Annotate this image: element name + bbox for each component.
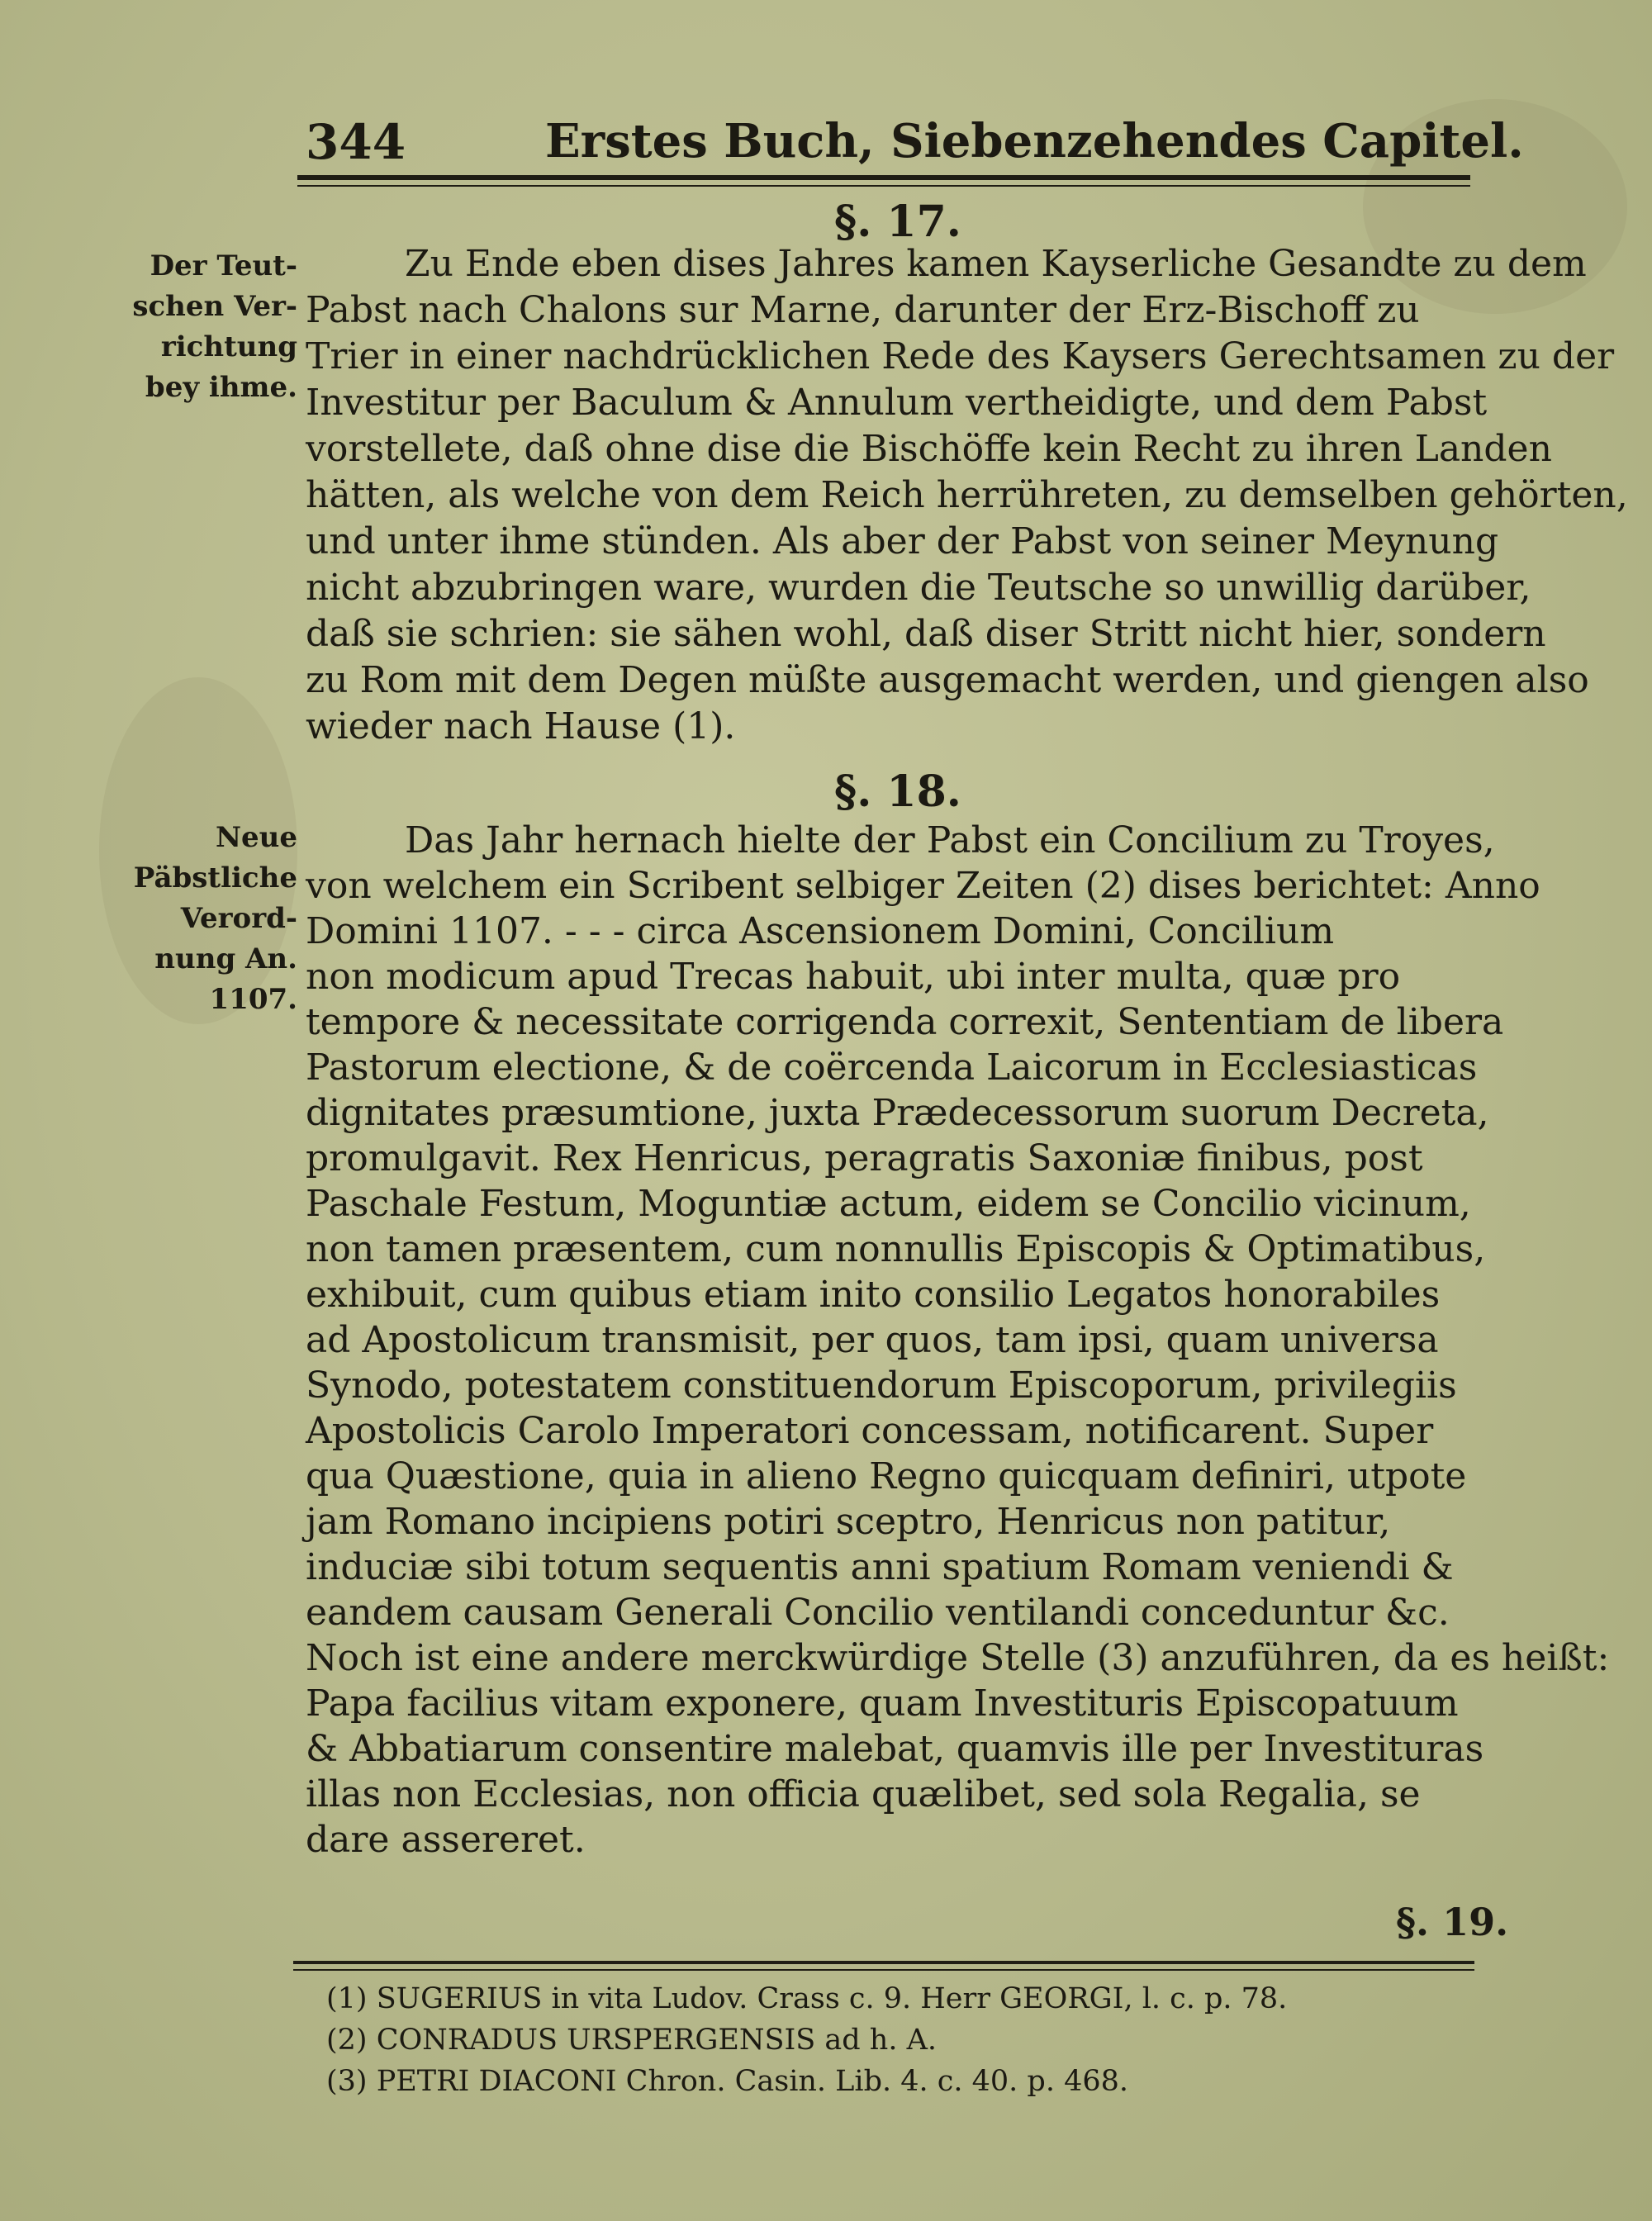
side-note-line: Der Teut- xyxy=(150,249,297,282)
header-rule-thin xyxy=(297,185,1470,187)
catchword: §. 19. xyxy=(1396,1900,1509,1944)
text-line: Noch ist eine andere merckwürdige Stelle (3) anzuführen, da es heißt: xyxy=(306,1637,1610,1679)
text-line: qua Quæstione, quia in alieno Regno quicquam definiri, utpote xyxy=(306,1455,1467,1497)
running-head: Erstes Buch, Siebenzehendes Capitel. xyxy=(545,114,1524,168)
side-note-18 xyxy=(124,818,297,1020)
footnote: (2) CONRADUS URSPERGENSIS ad h. A. xyxy=(326,2024,937,2057)
text-line: dignitates præsumtione, juxta Prædecessorum suorum Decreta, xyxy=(306,1092,1489,1134)
text-line: promulgavit. Rex Henricus, peragratis Saxoniæ finibus, post xyxy=(306,1137,1423,1179)
text-line: exhibuit, cum quibus etiam inito consilio Legatos honorabiles xyxy=(306,1274,1441,1316)
text-line: dare assereret. xyxy=(306,1819,586,1861)
text-line: zu Rom mit dem Degen müßte ausgemacht werden, und giengen also xyxy=(306,659,1589,701)
text-line: non tamen præsentem, cum nonnullis Episcopis & Optimatibus, xyxy=(306,1228,1486,1270)
side-note-line: bey ihme. xyxy=(145,371,297,404)
header-rule xyxy=(297,175,1470,180)
text-line: hätten, als welche von dem Reich herrühreten, zu demselben gehörten, xyxy=(306,474,1628,516)
text-line: von welchem ein Scribent selbiger Zeiten (2) dises berichtet: Anno xyxy=(306,865,1540,907)
section-17-text xyxy=(306,241,1628,750)
text-line: Pastorum electione, & de coërcenda Laicorum in Ecclesiasticas xyxy=(306,1046,1478,1089)
side-note-line: nung An. xyxy=(154,942,297,975)
side-note-line: schen Ver- xyxy=(132,290,297,323)
text-line: Trier in einer nachdrücklichen Rede des Kaysers Gerechtsamen zu der xyxy=(306,335,1615,377)
text-line: Pabst nach Chalons sur Marne, darunter der Erz-Bischoff zu xyxy=(306,289,1420,331)
text-line: ad Apostolicum transmisit, per quos, tam ipsi, quam universa xyxy=(306,1319,1439,1361)
text-line: Domini 1107. - - - circa Ascensionem Domini, Concilium xyxy=(306,910,1335,952)
text-line: illas non Ecclesias, non officia quælibet, sed sola Regalia, se xyxy=(306,1773,1421,1815)
text-line: Papa facilius vitam exponere, quam Investituris Episcopatuum xyxy=(306,1682,1459,1725)
footnote-rule xyxy=(293,1961,1474,1964)
text-line: eandem causam Generali Concilio ventilandi conceduntur &c. xyxy=(306,1592,1450,1634)
side-note-17 xyxy=(124,246,297,408)
side-note-line: Verord- xyxy=(180,902,297,935)
page-header xyxy=(306,114,1524,172)
text-line: Das Jahr hernach hielte der Pabst ein Concilium zu Troyes, xyxy=(405,819,1495,861)
footnotes xyxy=(326,1978,1483,2102)
text-line: & Abbatiarum consentire malebat, quamvis ille per Investituras xyxy=(306,1728,1484,1770)
text-line: vorstellete, daß ohne dise die Bischöffe kein Recht zu ihren Landen xyxy=(306,428,1552,470)
page-number: 344 xyxy=(306,114,406,170)
text-line: jam Romano incipiens potiri sceptro, Henricus non patitur, xyxy=(306,1501,1391,1543)
text-line: Apostolicis Carolo Imperatori concessam, notificarent. Super xyxy=(306,1410,1434,1452)
footnote: (1) SUGERIUS in vita Ludov. Crass c. 9. Herr GEORGI, l. c. p. 78. xyxy=(326,1982,1288,2015)
section-number-17: §. 17. xyxy=(834,197,961,247)
text-line: non modicum apud Trecas habuit, ubi inter multa, quæ pro xyxy=(306,956,1401,998)
footnote: (3) PETRI DIACONI Chron. Casin. Lib. 4. c. 40. p. 468. xyxy=(326,2065,1129,2098)
footnote-rule-thin xyxy=(293,1969,1474,1971)
text-line: tempore & necessitate corrigenda correxit, Sententiam de libera xyxy=(306,1001,1504,1043)
side-note-line: richtung xyxy=(160,330,297,363)
text-line: nicht abzubringen ware, wurden die Teutsche so unwillig darüber, xyxy=(306,567,1531,609)
text-line: wieder nach Hause (1). xyxy=(306,705,736,747)
text-line: Investitur per Baculum & Annulum vertheidigte, und dem Pabst xyxy=(306,382,1488,424)
side-note-line: Neue xyxy=(215,821,297,854)
text-line: Paschale Festum, Moguntiæ actum, eidem se Concilio vicinum, xyxy=(306,1183,1471,1225)
text-line: Zu Ende eben dises Jahres kamen Kayserliche Gesandte zu dem xyxy=(405,243,1587,285)
text-line: daß sie schrien: sie sähen wohl, daß diser Stritt nicht hier, sondern xyxy=(306,613,1546,655)
text-line: induciæ sibi totum sequentis anni spatium Romam veniendi & xyxy=(306,1546,1454,1588)
text-line: und unter ihme stünden. Als aber der Pabst von seiner Meynung xyxy=(306,520,1499,562)
text-line: Synodo, potestatem constituendorum Episcoporum, privilegiis xyxy=(306,1364,1457,1407)
section-18-text xyxy=(306,818,1610,1863)
side-note-line: 1107. xyxy=(209,983,297,1016)
side-note-line: Päbstliche xyxy=(133,861,297,895)
section-number-18: §. 18. xyxy=(834,766,961,817)
